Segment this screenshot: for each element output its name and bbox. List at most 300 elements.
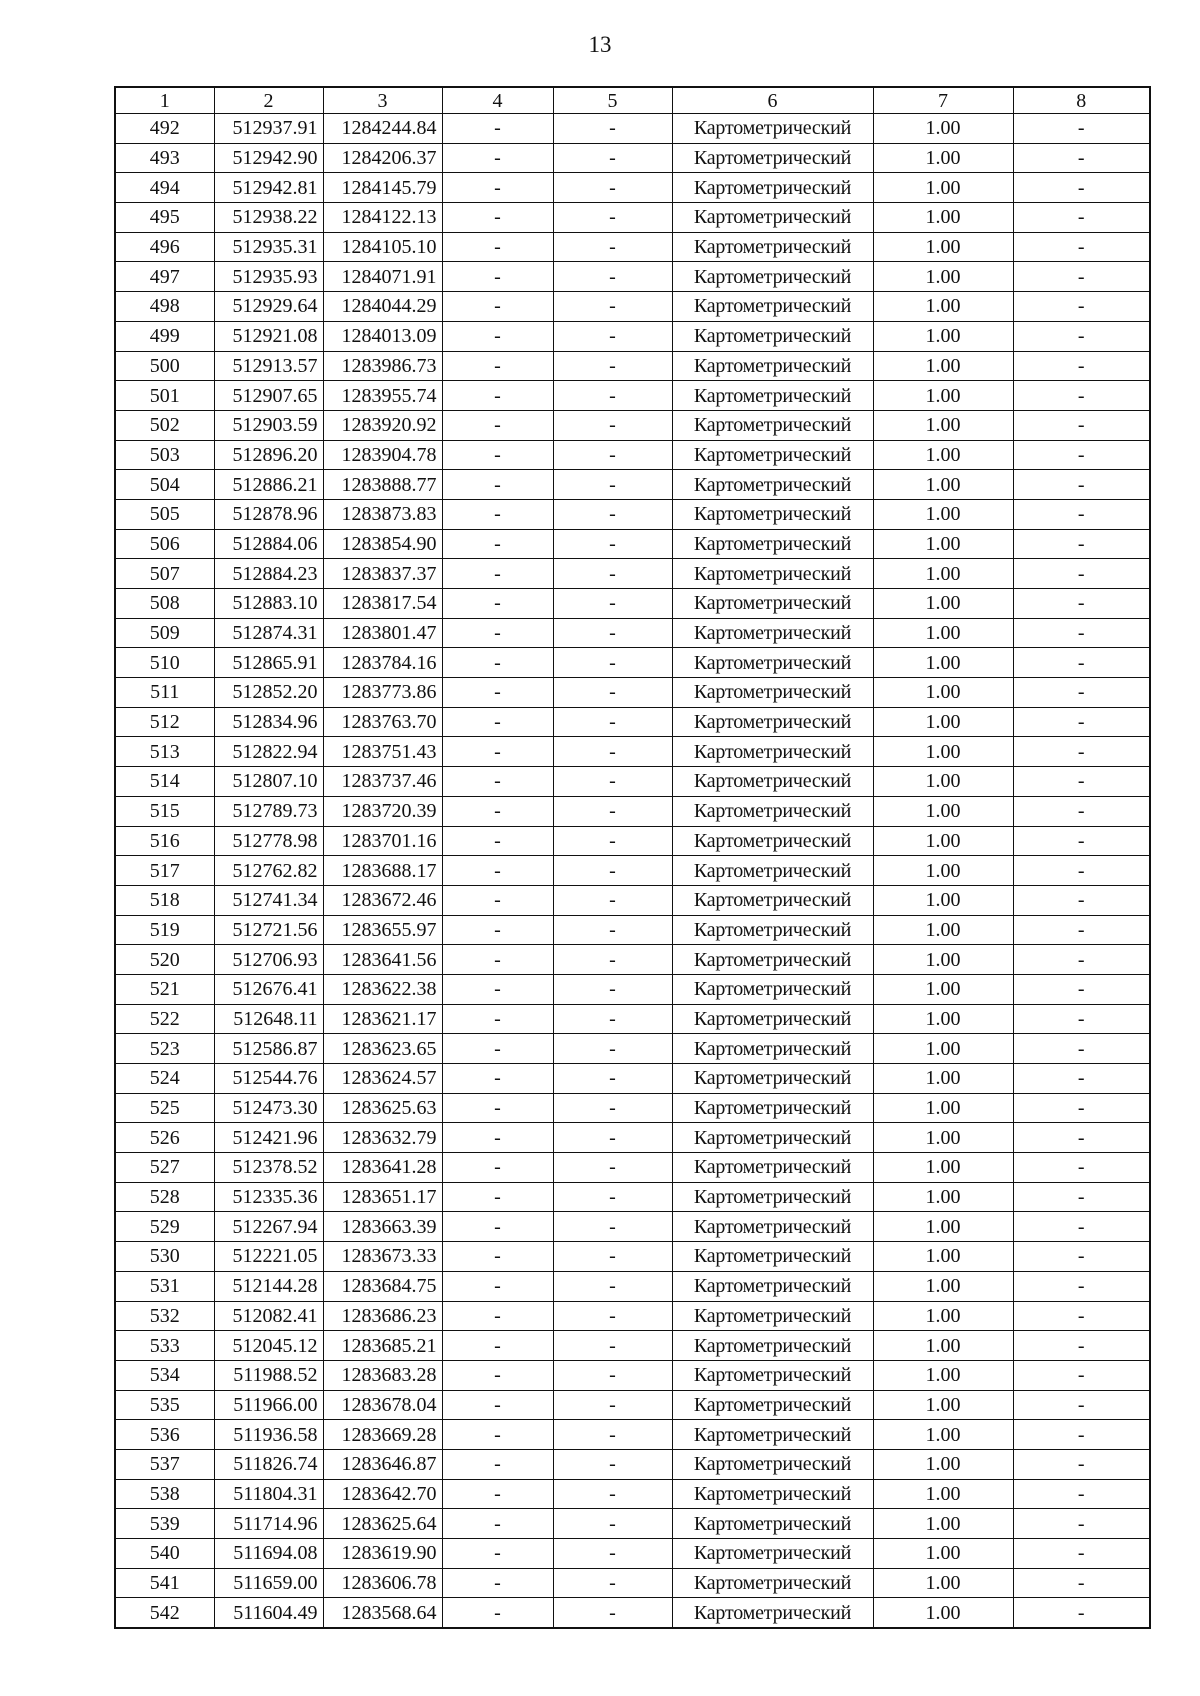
col4-cell: - <box>442 945 553 975</box>
table-row <box>115 292 1150 322</box>
method-cell: Картометрический <box>672 1242 873 1272</box>
table-row <box>115 1093 1150 1123</box>
y-coordinate-cell: 1283854.90 <box>323 529 442 559</box>
table-row <box>115 648 1150 678</box>
col5-cell: - <box>553 826 672 856</box>
method-cell: Картометрический <box>672 321 873 351</box>
y-coordinate-cell: 1283669.28 <box>323 1420 442 1450</box>
table-header-row <box>115 87 1150 114</box>
col4-cell: - <box>442 1153 553 1183</box>
method-cell: Картометрический <box>672 1420 873 1450</box>
method-cell: Картометрический <box>672 826 873 856</box>
table-row <box>115 529 1150 559</box>
method-cell: Картометрический <box>672 767 873 797</box>
col4-cell: - <box>442 114 553 144</box>
table-row <box>115 321 1150 351</box>
col8-cell: - <box>1013 1182 1150 1212</box>
accuracy-cell: 1.00 <box>873 1093 1013 1123</box>
col8-cell: - <box>1013 1242 1150 1272</box>
accuracy-cell: 1.00 <box>873 440 1013 470</box>
table-row <box>115 351 1150 381</box>
method-cell: Картометрический <box>672 203 873 233</box>
x-coordinate-cell: 512834.96 <box>214 707 323 737</box>
point-number-cell: 495 <box>115 203 214 233</box>
accuracy-cell: 1.00 <box>873 589 1013 619</box>
y-coordinate-cell: 1283784.16 <box>323 648 442 678</box>
x-coordinate-cell: 512884.23 <box>214 559 323 589</box>
point-number-cell: 509 <box>115 618 214 648</box>
col5-cell: - <box>553 618 672 648</box>
accuracy-cell: 1.00 <box>873 1153 1013 1183</box>
col8-cell: - <box>1013 381 1150 411</box>
col4-cell: - <box>442 589 553 619</box>
accuracy-cell: 1.00 <box>873 1271 1013 1301</box>
y-coordinate-cell: 1283701.16 <box>323 826 442 856</box>
accuracy-cell: 1.00 <box>873 618 1013 648</box>
col8-cell: - <box>1013 1479 1150 1509</box>
y-coordinate-cell: 1283624.57 <box>323 1064 442 1094</box>
col4-cell: - <box>442 1242 553 1272</box>
y-coordinate-cell: 1283641.28 <box>323 1153 442 1183</box>
col5-cell: - <box>553 1301 672 1331</box>
table-row <box>115 707 1150 737</box>
point-number-cell: 535 <box>115 1390 214 1420</box>
method-cell: Картометрический <box>672 1004 873 1034</box>
col8-cell: - <box>1013 203 1150 233</box>
table-row <box>115 796 1150 826</box>
coordinates-table <box>114 86 1151 1629</box>
column-header: 4 <box>442 87 553 114</box>
col5-cell: - <box>553 173 672 203</box>
table-row <box>115 203 1150 233</box>
col8-cell: - <box>1013 856 1150 886</box>
col4-cell: - <box>442 470 553 500</box>
method-cell: Картометрический <box>672 974 873 1004</box>
accuracy-cell: 1.00 <box>873 1360 1013 1390</box>
method-cell: Картометрический <box>672 232 873 262</box>
y-coordinate-cell: 1283684.75 <box>323 1271 442 1301</box>
method-cell: Картометрический <box>672 1390 873 1420</box>
point-number-cell: 539 <box>115 1509 214 1539</box>
x-coordinate-cell: 512586.87 <box>214 1034 323 1064</box>
col8-cell: - <box>1013 499 1150 529</box>
col5-cell: - <box>553 1004 672 1034</box>
method-cell: Картометрический <box>672 173 873 203</box>
method-cell: Картометрический <box>672 1064 873 1094</box>
accuracy-cell: 1.00 <box>873 974 1013 1004</box>
col8-cell: - <box>1013 1153 1150 1183</box>
col5-cell: - <box>553 1509 672 1539</box>
accuracy-cell: 1.00 <box>873 1568 1013 1598</box>
x-coordinate-cell: 512473.30 <box>214 1093 323 1123</box>
y-coordinate-cell: 1284071.91 <box>323 262 442 292</box>
point-number-cell: 494 <box>115 173 214 203</box>
accuracy-cell: 1.00 <box>873 1420 1013 1450</box>
col8-cell: - <box>1013 1034 1150 1064</box>
point-number-cell: 496 <box>115 232 214 262</box>
col8-cell: - <box>1013 1271 1150 1301</box>
accuracy-cell: 1.00 <box>873 1331 1013 1361</box>
point-number-cell: 520 <box>115 945 214 975</box>
col8-cell: - <box>1013 351 1150 381</box>
x-coordinate-cell: 512852.20 <box>214 678 323 708</box>
x-coordinate-cell: 512741.34 <box>214 885 323 915</box>
col4-cell: - <box>442 1420 553 1450</box>
col5-cell: - <box>553 1449 672 1479</box>
method-cell: Картометрический <box>672 114 873 144</box>
method-cell: Картометрический <box>672 470 873 500</box>
accuracy-cell: 1.00 <box>873 1390 1013 1420</box>
y-coordinate-cell: 1283568.64 <box>323 1598 442 1628</box>
y-coordinate-cell: 1283623.65 <box>323 1034 442 1064</box>
method-cell: Картометрический <box>672 1034 873 1064</box>
y-coordinate-cell: 1283655.97 <box>323 915 442 945</box>
point-number-cell: 526 <box>115 1123 214 1153</box>
col5-cell: - <box>553 648 672 678</box>
col5-cell: - <box>553 1034 672 1064</box>
col5-cell: - <box>553 1390 672 1420</box>
col4-cell: - <box>442 440 553 470</box>
y-coordinate-cell: 1283672.46 <box>323 885 442 915</box>
table-row <box>115 1509 1150 1539</box>
table-row <box>115 1449 1150 1479</box>
y-coordinate-cell: 1283837.37 <box>323 559 442 589</box>
accuracy-cell: 1.00 <box>873 173 1013 203</box>
y-coordinate-cell: 1283621.17 <box>323 1004 442 1034</box>
column-header: 3 <box>323 87 442 114</box>
col8-cell: - <box>1013 767 1150 797</box>
method-cell: Картометрический <box>672 1449 873 1479</box>
column-header: 8 <box>1013 87 1150 114</box>
point-number-cell: 534 <box>115 1360 214 1390</box>
col4-cell: - <box>442 559 553 589</box>
method-cell: Картометрический <box>672 559 873 589</box>
col4-cell: - <box>442 648 553 678</box>
col4-cell: - <box>442 856 553 886</box>
table-row <box>115 1212 1150 1242</box>
accuracy-cell: 1.00 <box>873 143 1013 173</box>
x-coordinate-cell: 512045.12 <box>214 1331 323 1361</box>
point-number-cell: 512 <box>115 707 214 737</box>
x-coordinate-cell: 511826.74 <box>214 1449 323 1479</box>
method-cell: Картометрический <box>672 796 873 826</box>
col4-cell: - <box>442 1301 553 1331</box>
point-number-cell: 531 <box>115 1271 214 1301</box>
table-row <box>115 1064 1150 1094</box>
accuracy-cell: 1.00 <box>873 1004 1013 1034</box>
y-coordinate-cell: 1283920.92 <box>323 410 442 440</box>
table-row <box>115 1034 1150 1064</box>
accuracy-cell: 1.00 <box>873 826 1013 856</box>
point-number-cell: 502 <box>115 410 214 440</box>
col5-cell: - <box>553 470 672 500</box>
x-coordinate-cell: 511659.00 <box>214 1568 323 1598</box>
col4-cell: - <box>442 826 553 856</box>
col8-cell: - <box>1013 974 1150 1004</box>
point-number-cell: 515 <box>115 796 214 826</box>
accuracy-cell: 1.00 <box>873 1509 1013 1539</box>
table-row <box>115 885 1150 915</box>
col8-cell: - <box>1013 262 1150 292</box>
col5-cell: - <box>553 114 672 144</box>
col4-cell: - <box>442 499 553 529</box>
col5-cell: - <box>553 885 672 915</box>
col8-cell: - <box>1013 826 1150 856</box>
y-coordinate-cell: 1283683.28 <box>323 1360 442 1390</box>
accuracy-cell: 1.00 <box>873 737 1013 767</box>
method-cell: Картометрический <box>672 262 873 292</box>
y-coordinate-cell: 1283801.47 <box>323 618 442 648</box>
table-row <box>115 1598 1150 1628</box>
y-coordinate-cell: 1284105.10 <box>323 232 442 262</box>
x-coordinate-cell: 512942.81 <box>214 173 323 203</box>
col8-cell: - <box>1013 707 1150 737</box>
method-cell: Картометрический <box>672 1539 873 1569</box>
col5-cell: - <box>553 1064 672 1094</box>
point-number-cell: 536 <box>115 1420 214 1450</box>
point-number-cell: 529 <box>115 1212 214 1242</box>
point-number-cell: 517 <box>115 856 214 886</box>
point-number-cell: 533 <box>115 1331 214 1361</box>
col8-cell: - <box>1013 232 1150 262</box>
method-cell: Картометрический <box>672 856 873 886</box>
table-row <box>115 559 1150 589</box>
table-row <box>115 1004 1150 1034</box>
x-coordinate-cell: 512937.91 <box>214 114 323 144</box>
table-row <box>115 1539 1150 1569</box>
point-number-cell: 508 <box>115 589 214 619</box>
col5-cell: - <box>553 1093 672 1123</box>
table-row <box>115 143 1150 173</box>
x-coordinate-cell: 511604.49 <box>214 1598 323 1628</box>
method-cell: Картометрический <box>672 678 873 708</box>
accuracy-cell: 1.00 <box>873 1539 1013 1569</box>
method-cell: Картометрический <box>672 143 873 173</box>
y-coordinate-cell: 1283642.70 <box>323 1479 442 1509</box>
col5-cell: - <box>553 915 672 945</box>
col4-cell: - <box>442 1449 553 1479</box>
col5-cell: - <box>553 1123 672 1153</box>
table-row <box>115 1153 1150 1183</box>
method-cell: Картометрический <box>672 1182 873 1212</box>
accuracy-cell: 1.00 <box>873 1123 1013 1153</box>
point-number-cell: 527 <box>115 1153 214 1183</box>
column-header: 1 <box>115 87 214 114</box>
table-row <box>115 737 1150 767</box>
y-coordinate-cell: 1283888.77 <box>323 470 442 500</box>
col8-cell: - <box>1013 885 1150 915</box>
x-coordinate-cell: 511694.08 <box>214 1539 323 1569</box>
col5-cell: - <box>553 974 672 1004</box>
col4-cell: - <box>442 529 553 559</box>
point-number-cell: 519 <box>115 915 214 945</box>
col4-cell: - <box>442 974 553 1004</box>
x-coordinate-cell: 512883.10 <box>214 589 323 619</box>
col8-cell: - <box>1013 1539 1150 1569</box>
table-row <box>115 1568 1150 1598</box>
x-coordinate-cell: 512886.21 <box>214 470 323 500</box>
point-number-cell: 532 <box>115 1301 214 1331</box>
x-coordinate-cell: 512778.98 <box>214 826 323 856</box>
col4-cell: - <box>442 321 553 351</box>
accuracy-cell: 1.00 <box>873 1598 1013 1628</box>
col4-cell: - <box>442 1271 553 1301</box>
table-row <box>115 1182 1150 1212</box>
table-row <box>115 1123 1150 1153</box>
col4-cell: - <box>442 737 553 767</box>
x-coordinate-cell: 512676.41 <box>214 974 323 1004</box>
col5-cell: - <box>553 529 672 559</box>
y-coordinate-cell: 1283737.46 <box>323 767 442 797</box>
col5-cell: - <box>553 1182 672 1212</box>
x-coordinate-cell: 512929.64 <box>214 292 323 322</box>
accuracy-cell: 1.00 <box>873 707 1013 737</box>
accuracy-cell: 1.00 <box>873 499 1013 529</box>
y-coordinate-cell: 1283817.54 <box>323 589 442 619</box>
col8-cell: - <box>1013 1123 1150 1153</box>
method-cell: Картометрический <box>672 292 873 322</box>
method-cell: Картометрический <box>672 1360 873 1390</box>
col4-cell: - <box>442 1390 553 1420</box>
col5-cell: - <box>553 440 672 470</box>
col5-cell: - <box>553 1598 672 1628</box>
accuracy-cell: 1.00 <box>873 1242 1013 1272</box>
point-number-cell: 492 <box>115 114 214 144</box>
method-cell: Картометрический <box>672 1153 873 1183</box>
col8-cell: - <box>1013 1390 1150 1420</box>
table-row <box>115 856 1150 886</box>
col8-cell: - <box>1013 1420 1150 1450</box>
col8-cell: - <box>1013 559 1150 589</box>
x-coordinate-cell: 512544.76 <box>214 1064 323 1094</box>
col8-cell: - <box>1013 410 1150 440</box>
method-cell: Картометрический <box>672 1093 873 1123</box>
point-number-cell: 497 <box>115 262 214 292</box>
point-number-cell: 499 <box>115 321 214 351</box>
table-row <box>115 1271 1150 1301</box>
col8-cell: - <box>1013 648 1150 678</box>
col5-cell: - <box>553 232 672 262</box>
table-row <box>115 173 1150 203</box>
col4-cell: - <box>442 1004 553 1034</box>
method-cell: Картометрический <box>672 410 873 440</box>
y-coordinate-cell: 1283873.83 <box>323 499 442 529</box>
col4-cell: - <box>442 767 553 797</box>
table-row <box>115 470 1150 500</box>
method-cell: Картометрический <box>672 499 873 529</box>
col4-cell: - <box>442 203 553 233</box>
table-row <box>115 945 1150 975</box>
col8-cell: - <box>1013 1568 1150 1598</box>
accuracy-cell: 1.00 <box>873 1449 1013 1479</box>
col4-cell: - <box>442 1479 553 1509</box>
point-number-cell: 501 <box>115 381 214 411</box>
y-coordinate-cell: 1284122.13 <box>323 203 442 233</box>
col5-cell: - <box>553 321 672 351</box>
col5-cell: - <box>553 1153 672 1183</box>
accuracy-cell: 1.00 <box>873 915 1013 945</box>
accuracy-cell: 1.00 <box>873 856 1013 886</box>
table-row <box>115 1360 1150 1390</box>
col5-cell: - <box>553 1479 672 1509</box>
accuracy-cell: 1.00 <box>873 203 1013 233</box>
method-cell: Картометрический <box>672 618 873 648</box>
col8-cell: - <box>1013 440 1150 470</box>
col4-cell: - <box>442 262 553 292</box>
y-coordinate-cell: 1283663.39 <box>323 1212 442 1242</box>
x-coordinate-cell: 512935.31 <box>214 232 323 262</box>
accuracy-cell: 1.00 <box>873 945 1013 975</box>
table-row <box>115 1479 1150 1509</box>
col4-cell: - <box>442 885 553 915</box>
point-number-cell: 518 <box>115 885 214 915</box>
col4-cell: - <box>442 1123 553 1153</box>
col8-cell: - <box>1013 292 1150 322</box>
method-cell: Картометрический <box>672 1271 873 1301</box>
column-header: 7 <box>873 87 1013 114</box>
col8-cell: - <box>1013 470 1150 500</box>
table-row <box>115 915 1150 945</box>
x-coordinate-cell: 512865.91 <box>214 648 323 678</box>
table-row <box>115 678 1150 708</box>
method-cell: Картометрический <box>672 589 873 619</box>
point-number-cell: 523 <box>115 1034 214 1064</box>
col4-cell: - <box>442 292 553 322</box>
accuracy-cell: 1.00 <box>873 648 1013 678</box>
method-cell: Картометрический <box>672 1598 873 1628</box>
point-number-cell: 541 <box>115 1568 214 1598</box>
col5-cell: - <box>553 767 672 797</box>
y-coordinate-cell: 1283651.17 <box>323 1182 442 1212</box>
col5-cell: - <box>553 499 672 529</box>
col5-cell: - <box>553 1271 672 1301</box>
col4-cell: - <box>442 678 553 708</box>
y-coordinate-cell: 1283986.73 <box>323 351 442 381</box>
col5-cell: - <box>553 1360 672 1390</box>
x-coordinate-cell: 512144.28 <box>214 1271 323 1301</box>
col5-cell: - <box>553 351 672 381</box>
method-cell: Картометрический <box>672 529 873 559</box>
accuracy-cell: 1.00 <box>873 885 1013 915</box>
point-number-cell: 503 <box>115 440 214 470</box>
col4-cell: - <box>442 351 553 381</box>
col8-cell: - <box>1013 1064 1150 1094</box>
y-coordinate-cell: 1283625.63 <box>323 1093 442 1123</box>
point-number-cell: 500 <box>115 351 214 381</box>
col5-cell: - <box>553 381 672 411</box>
col8-cell: - <box>1013 1360 1150 1390</box>
x-coordinate-cell: 512874.31 <box>214 618 323 648</box>
point-number-cell: 504 <box>115 470 214 500</box>
x-coordinate-cell: 512896.20 <box>214 440 323 470</box>
col5-cell: - <box>553 589 672 619</box>
table-row <box>115 262 1150 292</box>
accuracy-cell: 1.00 <box>873 796 1013 826</box>
col8-cell: - <box>1013 1331 1150 1361</box>
method-cell: Картометрический <box>672 1509 873 1539</box>
method-cell: Картометрический <box>672 707 873 737</box>
y-coordinate-cell: 1283904.78 <box>323 440 442 470</box>
col8-cell: - <box>1013 114 1150 144</box>
table-row <box>115 1301 1150 1331</box>
table-row <box>115 974 1150 1004</box>
accuracy-cell: 1.00 <box>873 1182 1013 1212</box>
y-coordinate-cell: 1283673.33 <box>323 1242 442 1272</box>
table-row <box>115 1331 1150 1361</box>
col8-cell: - <box>1013 589 1150 619</box>
accuracy-cell: 1.00 <box>873 292 1013 322</box>
column-header: 2 <box>214 87 323 114</box>
